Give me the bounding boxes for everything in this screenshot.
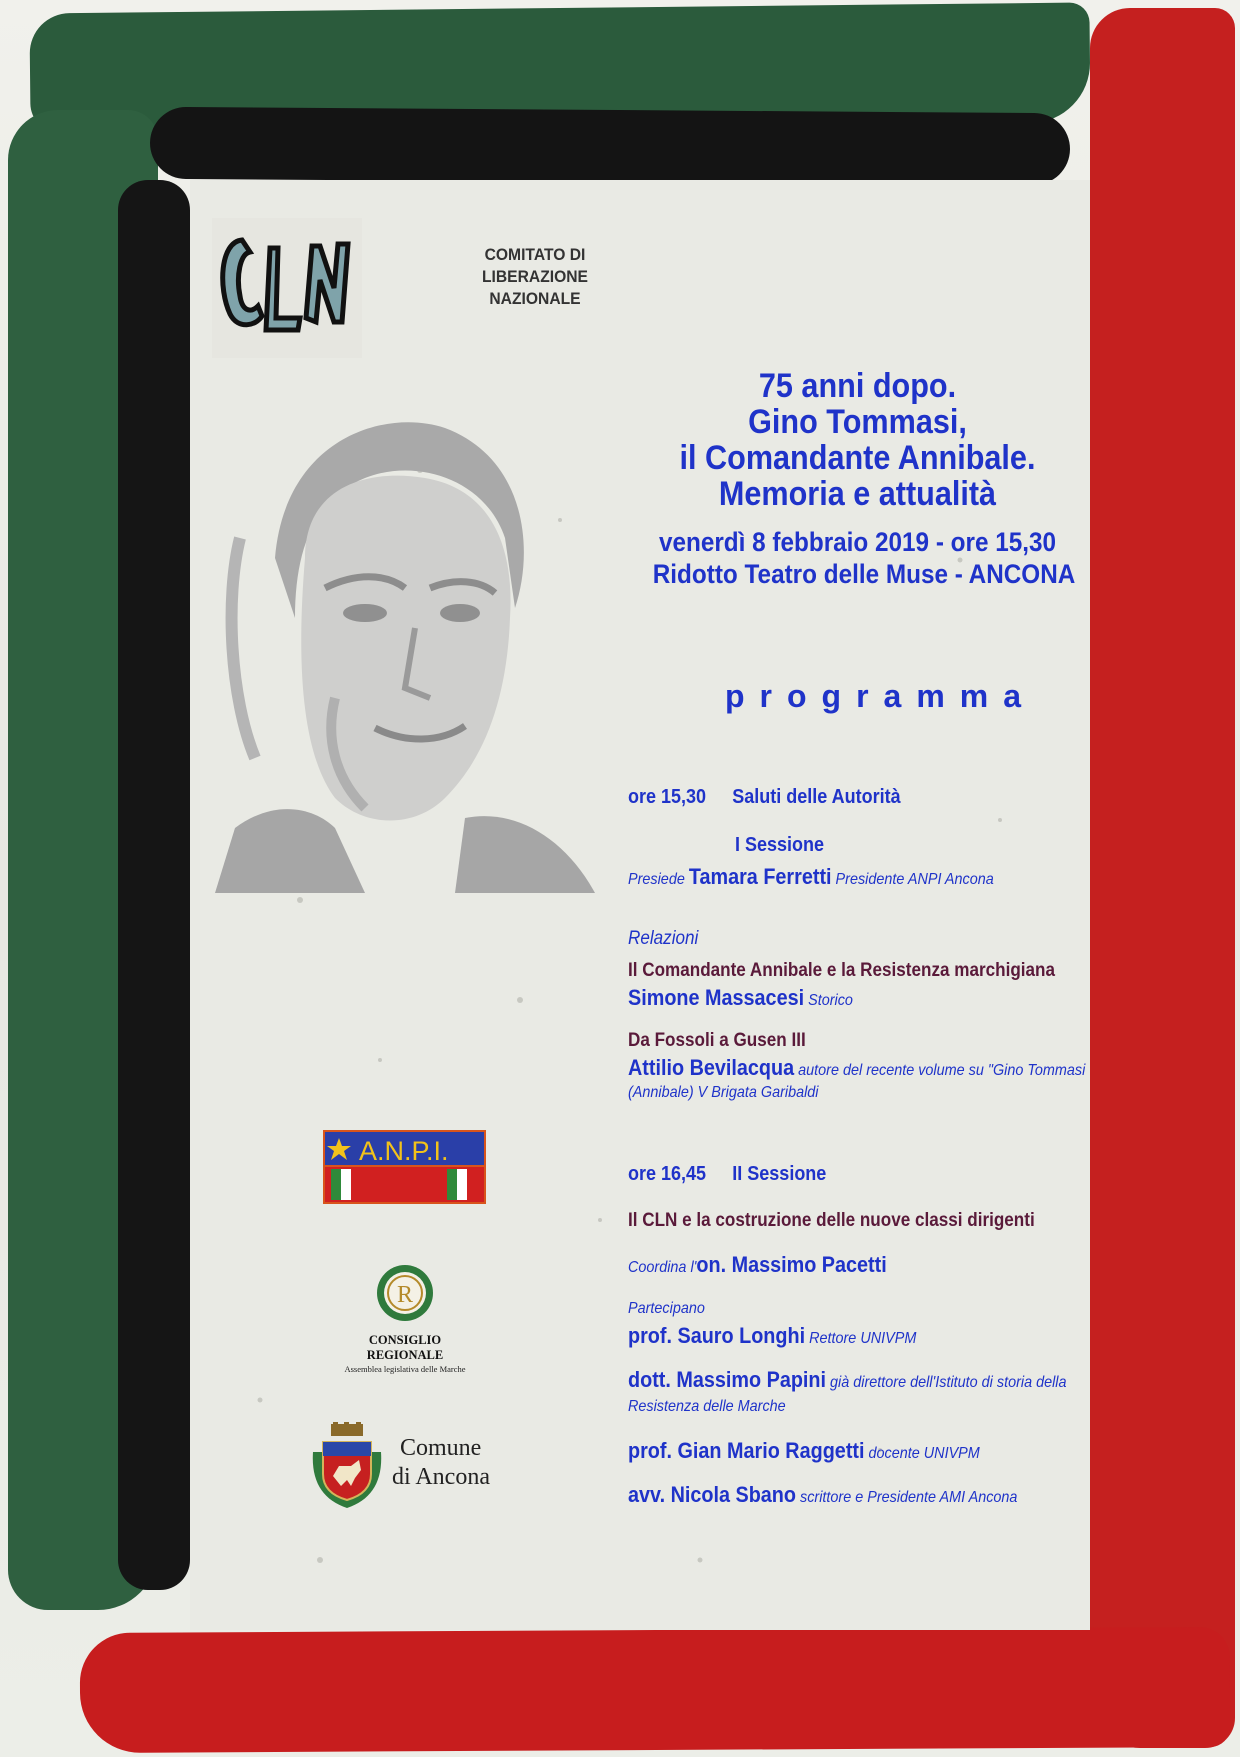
participant-role: Rettore UNIVPM xyxy=(809,1330,917,1347)
participant-line xyxy=(628,1482,1061,1508)
participants-label-text: Partecipano xyxy=(628,1300,705,1317)
event-title-line: Gino Tommasi, xyxy=(748,403,967,441)
anpi-text: A.N.P.I. xyxy=(359,1136,449,1166)
coord-name: on. Massimo Pacetti xyxy=(696,1252,887,1277)
coord-prefix: Coordina l' xyxy=(628,1259,697,1276)
session2-name: II Sessione xyxy=(732,1163,827,1185)
event-title-block xyxy=(630,368,1085,590)
event-venue: Ridotto Teatro delle Muse - ANCONA xyxy=(652,559,1076,589)
session1-name xyxy=(735,834,834,857)
talk1-title xyxy=(628,960,1102,982)
comune-line: Comune xyxy=(400,1435,482,1461)
session1-greeting: Saluti delle Autorità xyxy=(732,786,901,808)
chair-name: Tamara Ferretti xyxy=(688,864,832,889)
session2-time-line xyxy=(628,1163,848,1186)
anpi-logo xyxy=(323,1130,486,1204)
talk2-role: autore del recente volume su "Gino Tommasi xyxy=(798,1062,1086,1079)
relazioni-label-text: Relazioni xyxy=(628,928,699,949)
session2-topic xyxy=(628,1210,1080,1232)
programma-heading: programma xyxy=(725,678,1037,714)
participant-role: docente UNIVPM xyxy=(868,1445,980,1462)
talk1-role: Storico xyxy=(808,992,853,1009)
event-title-line: il Comandante Annibale. xyxy=(679,439,1036,477)
session1-time: ore 15,30 xyxy=(628,786,707,808)
talk2-speaker: Attilio Bevilacqua xyxy=(628,1055,795,1080)
event-title-line: 75 anni dopo. xyxy=(758,367,957,405)
cln-logo xyxy=(212,218,362,358)
session2-topic-text: Il CLN e la costruzione delle nuove classi dirigenti xyxy=(628,1210,1035,1231)
participant-role-continued xyxy=(628,1398,803,1416)
participant-role-line2: Resistenza delle Marche xyxy=(628,1398,786,1415)
participant-role: scrittore e Presidente AMI Ancona xyxy=(799,1489,1018,1506)
participant-role: già direttore dell'Istituto di storia della xyxy=(830,1374,1067,1391)
talk2-speaker-line xyxy=(628,1055,1136,1081)
session1-time-line xyxy=(628,786,931,809)
talk2-role-continued xyxy=(628,1084,840,1102)
comune-di-ancona-logo xyxy=(307,1422,527,1510)
participant-name: prof. Sauro Longhi xyxy=(628,1323,806,1348)
event-date: venerdì 8 febbraio 2019 - ore 15,30 xyxy=(658,527,1057,557)
event-title-line: Memoria e attualità xyxy=(718,475,997,513)
chair-prefix: Presiede xyxy=(628,871,685,888)
ancona-crest-icon xyxy=(307,1422,387,1510)
participant-line xyxy=(628,1367,1115,1393)
comune-name xyxy=(392,1434,490,1492)
portrait-gino-tommasi xyxy=(215,398,610,893)
talk1-speaker: Simone Massacesi xyxy=(628,985,805,1010)
relazioni-label xyxy=(628,928,706,950)
comune-line: di Ancona xyxy=(392,1464,490,1490)
cln-caption-line: COMITATO DI xyxy=(484,245,586,264)
consiglio-mark-text: R xyxy=(396,1282,414,1308)
cln-caption-line: NAZIONALE xyxy=(489,289,581,308)
consiglio-name: CONSIGLIO REGIONALE xyxy=(366,1333,444,1362)
session2-time: ore 16,45 xyxy=(628,1163,707,1185)
cln-caption-line: LIBERAZIONE xyxy=(481,267,589,286)
participants-label xyxy=(628,1300,713,1318)
talk1-speaker-line xyxy=(628,985,878,1011)
participant-name: dott. Massimo Papini xyxy=(628,1367,827,1392)
session1-chair xyxy=(628,864,1034,890)
consiglio-regionale-logo xyxy=(330,1262,480,1374)
participant-name: avv. Nicola Sbano xyxy=(628,1482,796,1507)
participant-line xyxy=(628,1323,948,1349)
cln-caption xyxy=(470,244,600,310)
consiglio-emblem-icon xyxy=(375,1262,435,1324)
talk2-role-line2: (Annibale) V Brigata Garibaldi xyxy=(628,1084,819,1101)
consiglio-subtitle: Assemblea legislativa delle Marche xyxy=(344,1364,466,1374)
talk2-title-text: Da Fossoli a Gusen III xyxy=(628,1030,806,1051)
talk1-title-text: Il Comandante Annibale e la Resistenza marchigiana xyxy=(628,960,1055,981)
session2-coordinator xyxy=(628,1252,916,1278)
chair-role: Presidente ANPI Ancona xyxy=(835,871,994,888)
participant-name: prof. Gian Mario Raggetti xyxy=(628,1438,865,1463)
talk2-title xyxy=(628,1030,825,1052)
session1-name-text: I Sessione xyxy=(735,834,825,856)
participant-line xyxy=(628,1438,1019,1464)
